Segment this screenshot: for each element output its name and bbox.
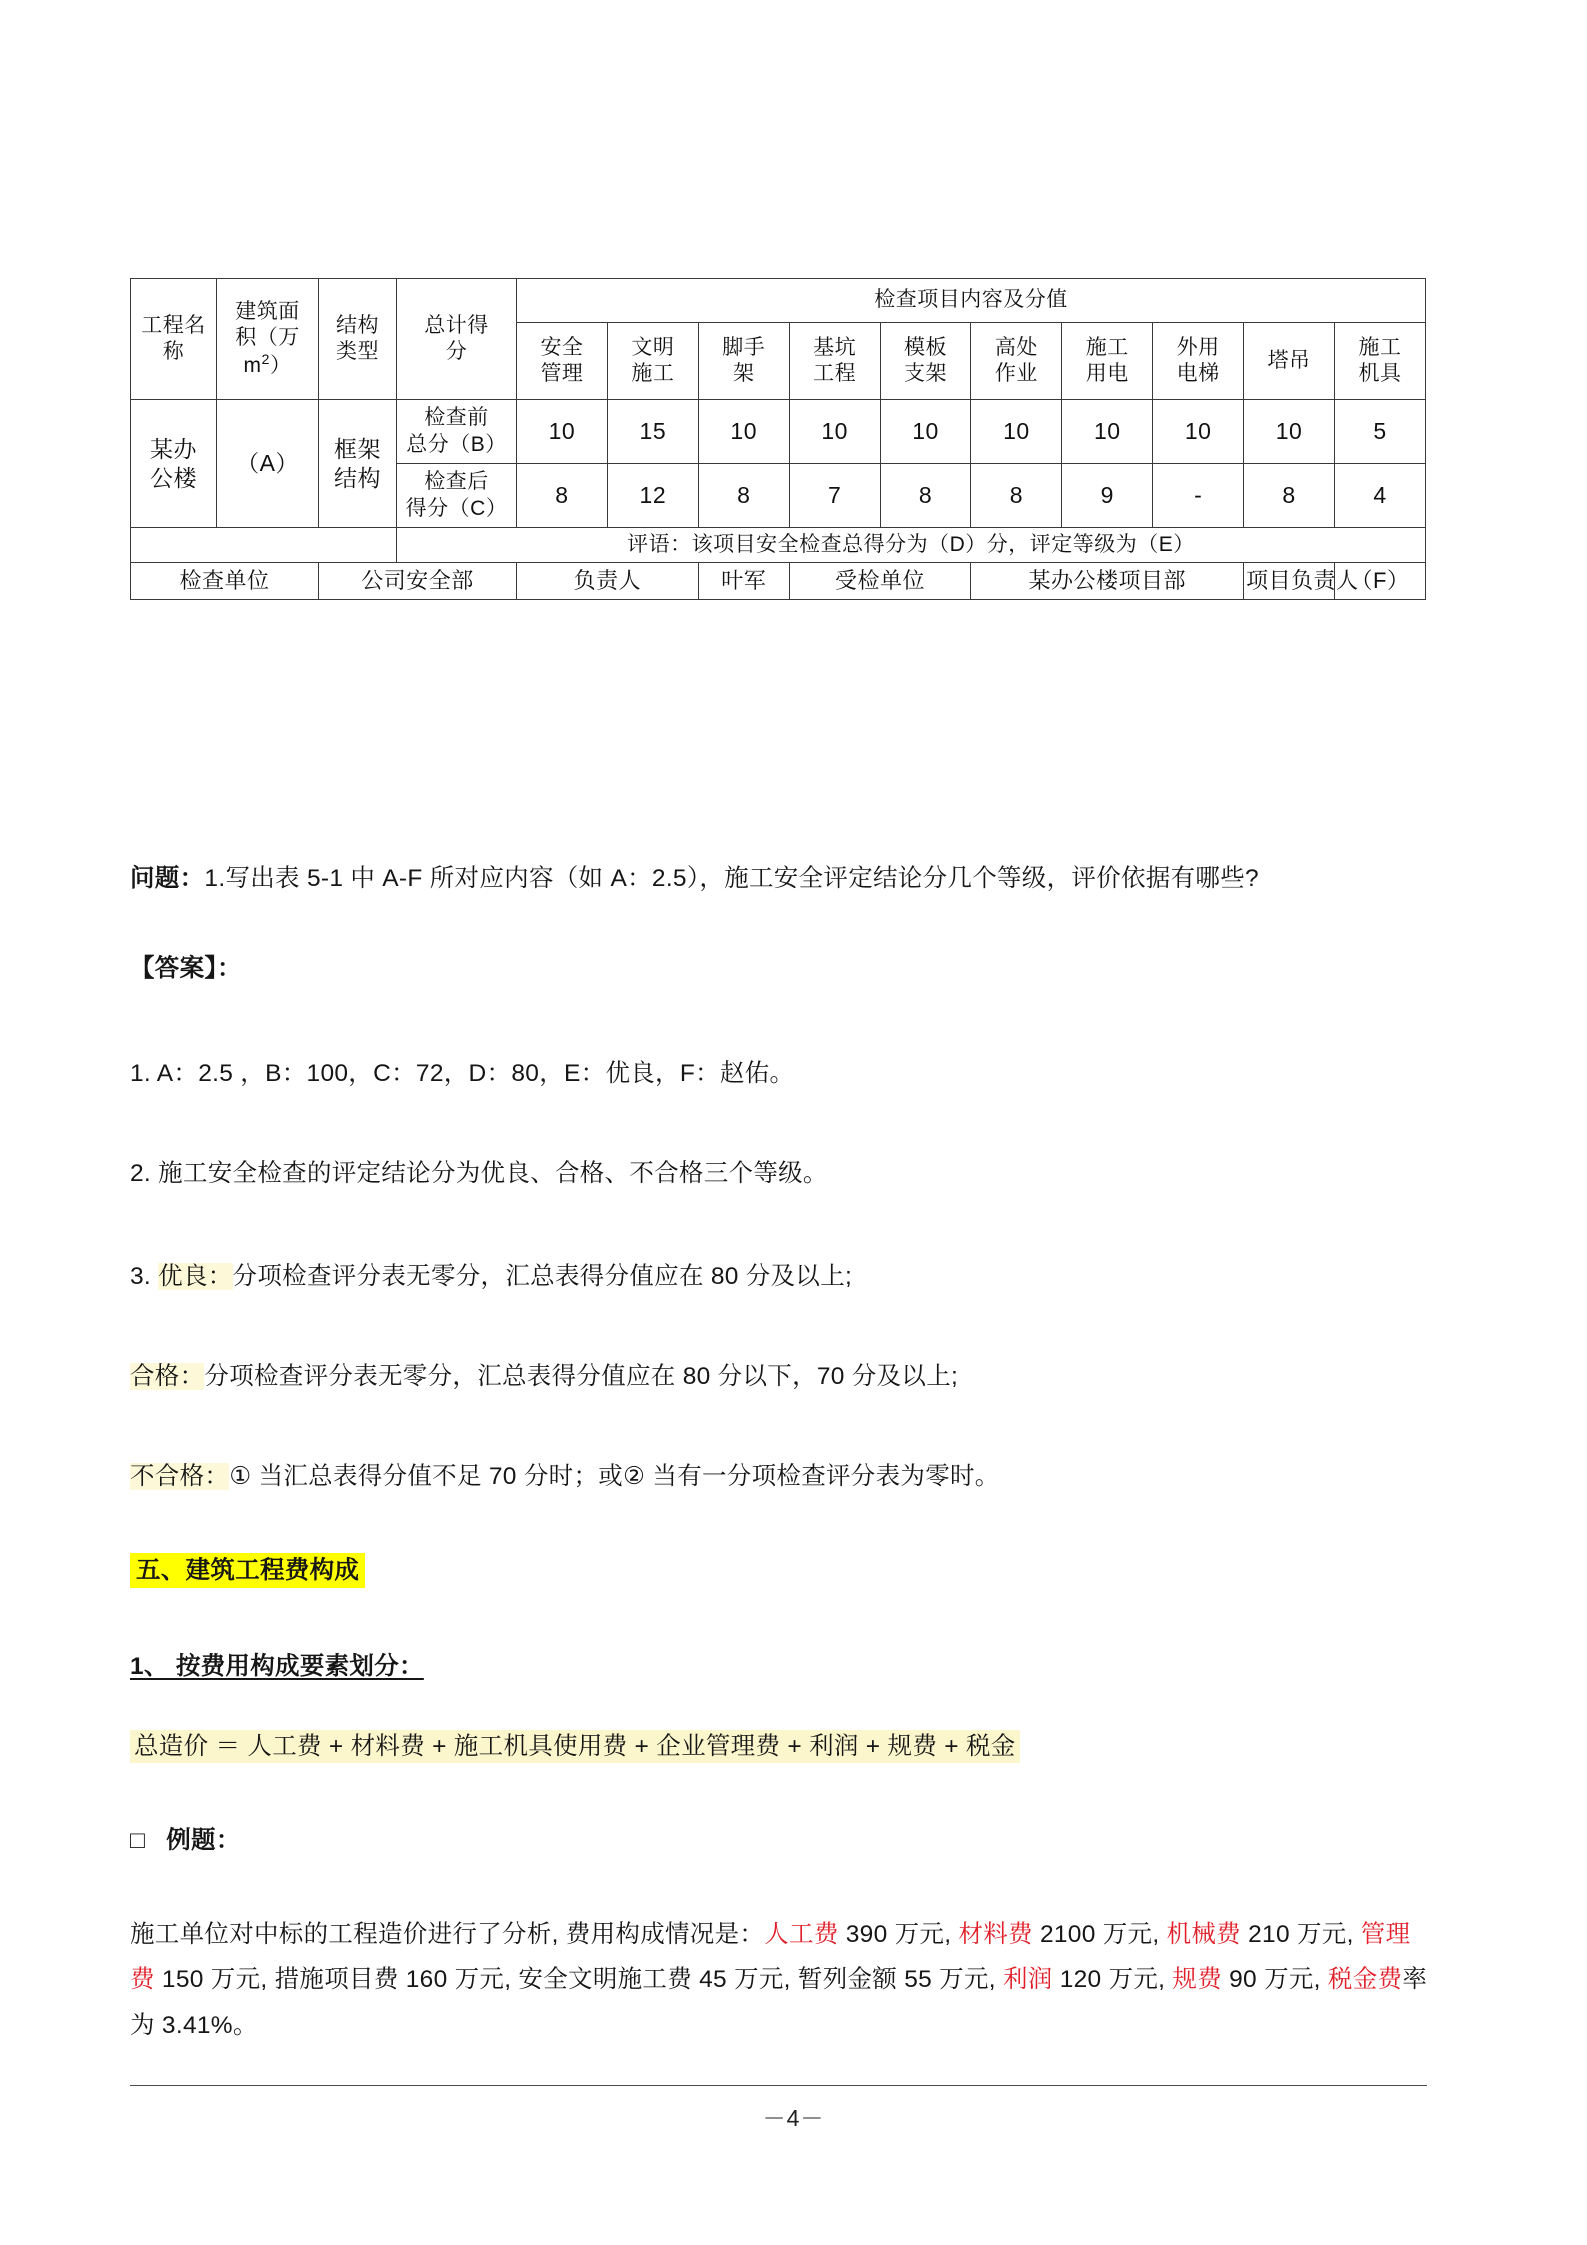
item-0-l1: 安全 [540, 335, 584, 359]
score-before-0: 10 [517, 400, 608, 464]
table-footer-row [131, 563, 1426, 600]
score-after-2: 8 [698, 464, 789, 528]
table-row [131, 400, 1426, 464]
example-t5: 120 万元, [1052, 1966, 1173, 1994]
section-subheading-wrap [130, 1648, 1430, 1686]
answer-line-2: 2. 施工安全检查的评定结论分为优良、合格、不合格三个等级。 [130, 1160, 828, 1187]
example-labor-cost-label: 人工费 [764, 1921, 839, 1948]
example-t7: 率为 3.41%。 [130, 1966, 1428, 2039]
example-label: 例题： [166, 1827, 241, 1854]
answer-heading: 【答案】： [130, 955, 242, 982]
example-bullet-icon: □ [130, 1827, 146, 1854]
score-after-4: 8 [880, 464, 971, 528]
question-prefix: 问题： [130, 865, 205, 892]
safety-inspection-table [130, 278, 1425, 600]
project-name-l2: 公楼 [150, 464, 197, 491]
row-label-after [397, 464, 517, 528]
footer-inspect-unit-value: 公司安全部 [319, 563, 517, 600]
answer-3-number: 3. [130, 1263, 159, 1290]
example-t6: 90 万元, [1222, 1966, 1328, 1994]
item-9-l2: 机具 [1358, 362, 1402, 386]
header-item-4 [880, 323, 971, 400]
header-item-3 [789, 323, 880, 400]
cell-project-name [131, 400, 217, 528]
example-regulation-fee-label: 规费 [1172, 1966, 1223, 1994]
answer-5-rest: ① 当汇总表得分值不足 70 分时；或② 当有一分项检查评分表为零时。 [229, 1463, 1000, 1490]
example-machinery-cost-label: 机械费 [1166, 1921, 1241, 1948]
question-text: 1.写出表 5-1 中 A-F 所对应内容（如 A：2.5），施工安全评定结论分几个等级，评价依据有哪些? [204, 865, 1259, 892]
example-t1: 390 万元, [838, 1921, 959, 1948]
item-7-l1: 外用 [1176, 335, 1220, 359]
cell-building-area-value: （A） [217, 400, 319, 528]
answer-4-rest: 分项检查评分表无零分，汇总表得分值应在 80 分以下，70 分及以上; [204, 1363, 959, 1390]
cell-structure-value [319, 400, 397, 528]
item-6-l2: 用电 [1085, 362, 1129, 386]
footer-divider [130, 2085, 1427, 2086]
comment-empty-cell [131, 528, 397, 563]
item-5-l2: 作业 [994, 362, 1038, 386]
header-total-l2: 分 [445, 340, 468, 363]
header-item-5 [971, 323, 1062, 400]
item-7-l2: 电梯 [1176, 362, 1220, 386]
item-9-l1: 施工 [1358, 335, 1402, 359]
header-area-sup: 2 [261, 351, 270, 368]
header-total-score [397, 279, 517, 400]
score-after-7: - [1153, 464, 1244, 528]
header-area-l1: 建筑面 [235, 299, 300, 323]
cost-formula: 总造价 ＝ 人工费 + 材料费 + 施工机具使用费 + 企业管理费 + 利润 + 规费 + 税金 [130, 1730, 1020, 1763]
section-heading-wrap [130, 1552, 1430, 1590]
answer-line-3 [130, 1258, 1430, 1296]
item-3-l1: 基坑 [813, 335, 857, 359]
item-2-l1: 脚手 [722, 335, 766, 359]
answer-3-rest: 分项检查评分表无零分，汇总表得分值应在 80 分及以上; [232, 1263, 853, 1290]
item-5-l1: 高处 [994, 335, 1038, 359]
item-4-l2: 支架 [904, 362, 947, 386]
row-after-l2: 得分（C） [405, 496, 508, 520]
section-subheading: 1、 按费用构成要素划分： [130, 1653, 424, 1680]
answer-line-4 [130, 1358, 1430, 1396]
row-before-l1: 检查前 [424, 406, 489, 430]
footer-project-leader-label: 项目负责人 [1244, 563, 1335, 600]
score-after-5: 8 [971, 464, 1062, 528]
comment-text: 评语：该项目安全检查总得分为（D）分，评定等级为（E） [397, 528, 1426, 563]
item-2-l2: 架 [732, 362, 755, 386]
example-label-wrap [130, 1822, 1430, 1860]
header-area-unit: m [243, 353, 262, 377]
header-item-7 [1153, 323, 1244, 400]
example-tax-label: 税金费 [1327, 1966, 1403, 1994]
score-before-8: 10 [1244, 400, 1335, 464]
header-area-l2: 积（万 [235, 326, 300, 350]
header-building-area [217, 279, 319, 400]
project-name-l1: 某办 [150, 435, 197, 462]
structure-value-l1: 框架 [334, 435, 381, 462]
score-before-5: 10 [971, 400, 1062, 464]
header-area-l3 [219, 352, 316, 379]
item-8-l1: 塔吊 [1267, 348, 1311, 372]
header-structure-l1: 结构 [336, 313, 379, 337]
example-t4: 150 万元, 措施项目费 160 万元, 安全文明施工费 45 万元, 暂列金额 55 万元, [154, 1966, 1003, 1994]
example-profit-label: 利润 [1002, 1966, 1053, 1994]
header-total-l1: 总计得 [424, 313, 489, 337]
item-1-l2: 施工 [631, 362, 675, 386]
table-header-row [131, 279, 1426, 323]
row-after-l1: 检查后 [424, 470, 489, 494]
footer-inspected-unit-label: 受检单位 [789, 563, 971, 600]
table-comment-row [131, 528, 1426, 563]
item-4-l1: 模板 [904, 335, 947, 359]
header-item-0 [517, 323, 608, 400]
header-structure-l2: 类型 [336, 340, 379, 363]
page-number: －4－ [762, 2105, 825, 2131]
row-label-before [397, 400, 517, 464]
score-after-9: 4 [1335, 464, 1426, 528]
score-before-4: 10 [880, 400, 971, 464]
section-heading: 五、建筑工程费构成 [130, 1553, 365, 1588]
header-area-paren: ） [269, 353, 292, 377]
formula-wrap [130, 1728, 1430, 1766]
header-item-9 [1335, 323, 1426, 400]
footer-responsible-value: 叶军 [698, 563, 789, 600]
footer-project-leader-value: （F） [1335, 563, 1426, 600]
example-t3: 210 万元, [1240, 1921, 1361, 1948]
score-after-0: 8 [517, 464, 608, 528]
example-body [130, 1912, 1430, 2048]
example-seg-1: 施工单位对中标的工程造价进行了分析, 费用构成情况是： [130, 1921, 765, 1948]
answer-4-grade-tag: 合格： [130, 1363, 205, 1390]
structure-value-l2: 结构 [334, 464, 381, 491]
item-3-l2: 工程 [813, 362, 857, 386]
footer-inspect-unit-label: 检查单位 [131, 563, 319, 600]
example-t2: 2100 万元, [1032, 1921, 1167, 1948]
item-1-l1: 文明 [631, 335, 675, 359]
score-before-1: 15 [607, 400, 698, 464]
score-before-6: 10 [1062, 400, 1153, 464]
score-after-6: 9 [1062, 464, 1153, 528]
header-inspection-group: 检查项目内容及分值 [517, 279, 1426, 323]
score-after-1: 12 [607, 464, 698, 528]
header-item-1 [607, 323, 698, 400]
header-structure-type [319, 279, 397, 400]
item-6-l1: 施工 [1085, 335, 1129, 359]
footer-inspected-unit-value: 某办公楼项目部 [971, 563, 1244, 600]
score-after-3: 7 [789, 464, 880, 528]
score-before-2: 10 [698, 400, 789, 464]
question-line [130, 860, 1430, 898]
header-project-name-text: 工程名称 [141, 313, 206, 363]
header-item-6 [1062, 323, 1153, 400]
score-before-9: 5 [1335, 400, 1426, 464]
footer-responsible-label: 负责人 [517, 563, 699, 600]
score-after-8: 8 [1244, 464, 1335, 528]
item-0-l2: 管理 [540, 362, 584, 386]
header-project-name [131, 279, 217, 400]
header-item-8 [1244, 323, 1335, 400]
example-management-cost-label: 管理费 [130, 1921, 1411, 1994]
answer-5-grade-tag: 不合格： [130, 1463, 230, 1490]
score-before-7: 10 [1153, 400, 1244, 464]
row-before-l2: 总分（B） [406, 432, 507, 456]
answer-3-grade-tag: 优良： [158, 1263, 233, 1290]
example-material-cost-label: 材料费 [958, 1921, 1033, 1948]
answer-line-5 [130, 1458, 1430, 1496]
answer-line-1: 1. A：2.5 ，B：100，C：72，D：80，E：优良，F：赵佑。 [130, 1060, 795, 1087]
header-item-2 [698, 323, 789, 400]
score-before-3: 10 [789, 400, 880, 464]
